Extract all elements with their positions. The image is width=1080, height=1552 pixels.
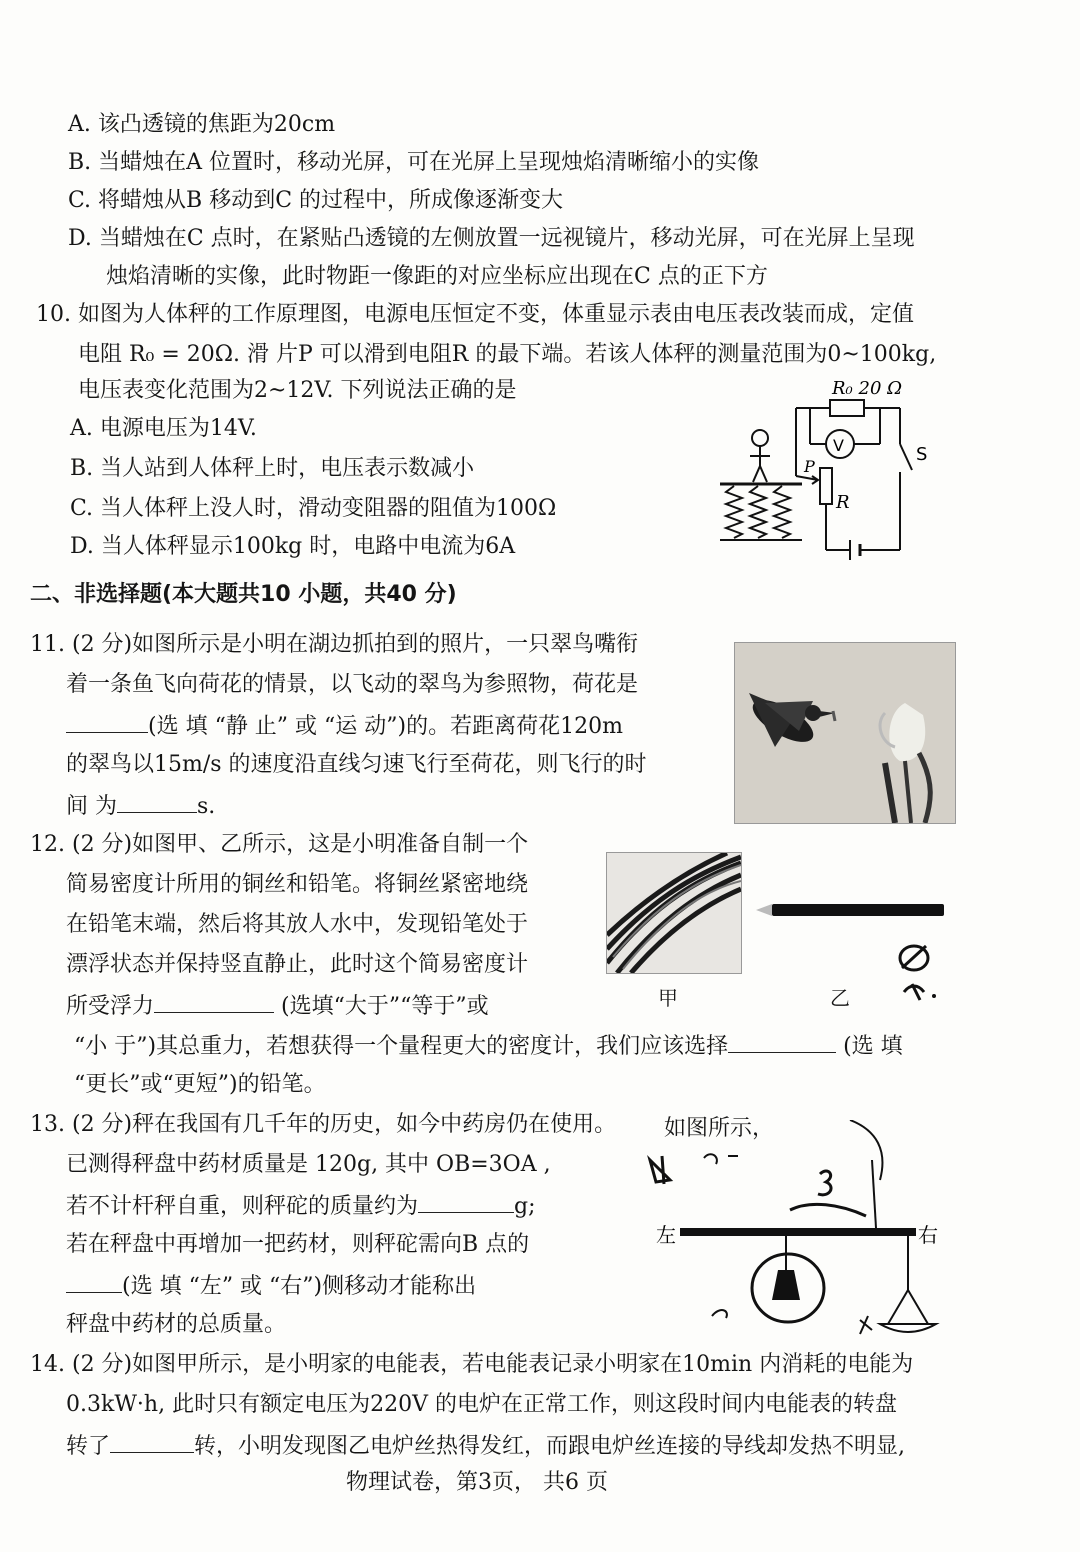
body-scale-circuit-diagram	[720, 372, 950, 564]
steelyard-figure	[640, 1120, 950, 1344]
q11-line5: 间 为 s.	[66, 790, 215, 822]
q12-blank-1[interactable]	[154, 990, 274, 1013]
q11-line1: 11. (2 分)如图所示是小明在湖边抓拍到的照片，一只翠鸟嘴衔	[30, 632, 639, 657]
q9-option-a: A. 该凸透镜的焦距为20cm	[68, 112, 336, 137]
q9-option-b: B. 当蜡烛在A 位置时，移动光屏，可在光屏上呈现烛焰清晰缩小的实像	[68, 150, 760, 175]
q9-option-d-line1: D. 当蜡烛在C 点时，在紧贴凸透镜的左侧放置一远视镜片，移动光屏，可在光屏上呈现	[68, 226, 915, 251]
switch-label: S	[916, 444, 928, 465]
q9-option-c: C. 将蜡烛从B 移动到C 的过程中，所成像逐渐变大	[68, 188, 564, 213]
figure-caption-yi: 乙	[830, 986, 850, 1010]
q13-blank-2[interactable]	[66, 1270, 122, 1293]
q13-line1-tail: 如图所示，	[664, 1116, 775, 1141]
r0-label: R₀ 20 Ω	[832, 378, 903, 399]
q11-line2: 着一条鱼飞向荷花的情景，以飞动的翠鸟为参照物，荷花是	[66, 672, 639, 697]
q13-line3: 若不计杆秤自重，则秤砣的质量约为 g;	[66, 1190, 536, 1222]
q10-option-b: B. 当人站到人体秤上时，电压表示数减小	[70, 456, 475, 481]
q12-line1: 12. (2 分)如图甲、乙所示，这是小明准备自制一个	[30, 832, 529, 857]
q11-blank-1[interactable]	[66, 710, 148, 733]
right-label: 右	[918, 1223, 938, 1247]
pencil-image	[756, 898, 946, 922]
handwritten-scribble	[894, 940, 944, 1006]
q10-option-a: A. 电源电压为14V.	[70, 416, 257, 441]
q12-line2: 简易密度计所用的铜丝和铅笔。将铜丝紧密地绕	[66, 872, 529, 897]
left-label: 左	[656, 1223, 676, 1247]
section-2-header: 二、非选择题(本大题共10 小题，共40 分)	[30, 582, 457, 607]
q13-line1: 13. (2 分)秤在我国有几千年的历史，如今中药房仍在使用。	[30, 1112, 617, 1137]
q10-stem-line3: 电压表变化范围为2~12V. 下列说法正确的是	[78, 378, 517, 403]
q10-stem-line2: 电阻 R₀ = 20Ω. 滑 片P 可以滑到电阻R 的最下端。若该人体秤的测量范围为0~100kg,	[78, 342, 937, 367]
q10-option-d: D. 当人体秤显示100kg 时，电路中电流为6A	[70, 534, 516, 559]
q11-line3: (选 填 “静 止” 或 “运 动”)的。若距离荷花120m	[66, 710, 623, 742]
q12-line3: 在铅笔末端，然后将其放人水中，发现铅笔处于	[66, 912, 529, 937]
q12-line5: 所受浮力 (选填“大于”“等于”或	[66, 990, 489, 1022]
q13-blank-1[interactable]	[418, 1190, 514, 1213]
q13-line4: 若在秤盘中再增加一把药材，则秤砣需向B 点的	[66, 1232, 530, 1257]
q13-line5: (选 填 “左” 或 “右”)侧移动才能称出	[66, 1270, 476, 1302]
copper-wire-photo	[606, 852, 742, 974]
q12-line7: “更长”或“更短”)的铅笔。	[74, 1072, 326, 1097]
kingfisher-photo	[734, 642, 956, 824]
q14-line1: 14. (2 分)如图甲所示，是小明家的电能表，若电能表记录小明家在10min 内消耗的电能为	[30, 1352, 914, 1377]
q9-option-d-line2: 烛焰清晰的实像，此时物距一像距的对应坐标应出现在C 点的正下方	[106, 264, 768, 289]
q12-line4: 漂浮状态并保持竖直静止，此时这个简易密度计	[66, 952, 529, 977]
q10-stem-line1: 10. 如图为人体秤的工作原理图，电源电压恒定不变，体重显示表由电压表改装而成，定值	[36, 302, 914, 327]
q14-blank-1[interactable]	[110, 1430, 194, 1453]
voltmeter-label: V	[833, 436, 844, 455]
q13-line2: 已测得秤盘中药材质量是 120g, 其中 OB=3OA ,	[66, 1152, 551, 1177]
q12-line6: “小 于”)其总重力，若想获得一个量程更大的密度计，我们应该选择 (选 填	[74, 1030, 903, 1062]
page-footer: 物理试卷，第3页， 共6 页	[346, 1470, 608, 1495]
q14-line3: 转了 转，小明发现图乙电炉丝热得发红，而跟电炉丝连接的导线却发热不明显,	[66, 1430, 905, 1462]
slider-p-label: P	[804, 457, 815, 476]
figure-caption-jia: 甲	[658, 986, 678, 1010]
q12-blank-2[interactable]	[728, 1030, 836, 1053]
resistor-r-label: R	[836, 492, 850, 513]
q11-line4: 的翠鸟以15m/s 的速度沿直线匀速飞行至荷花，则飞行的时	[66, 752, 647, 777]
q11-blank-2[interactable]	[117, 790, 197, 813]
q14-line2: 0.3kW·h, 此时只有额定电压为220V 的电炉在正常工作，则这段时间内电能表的转盘	[66, 1392, 897, 1417]
q10-option-c: C. 当人体秤上没人时，滑动变阻器的阻值为100Ω	[70, 496, 557, 521]
q13-line6: 秤盘中药材的总质量。	[66, 1312, 287, 1337]
